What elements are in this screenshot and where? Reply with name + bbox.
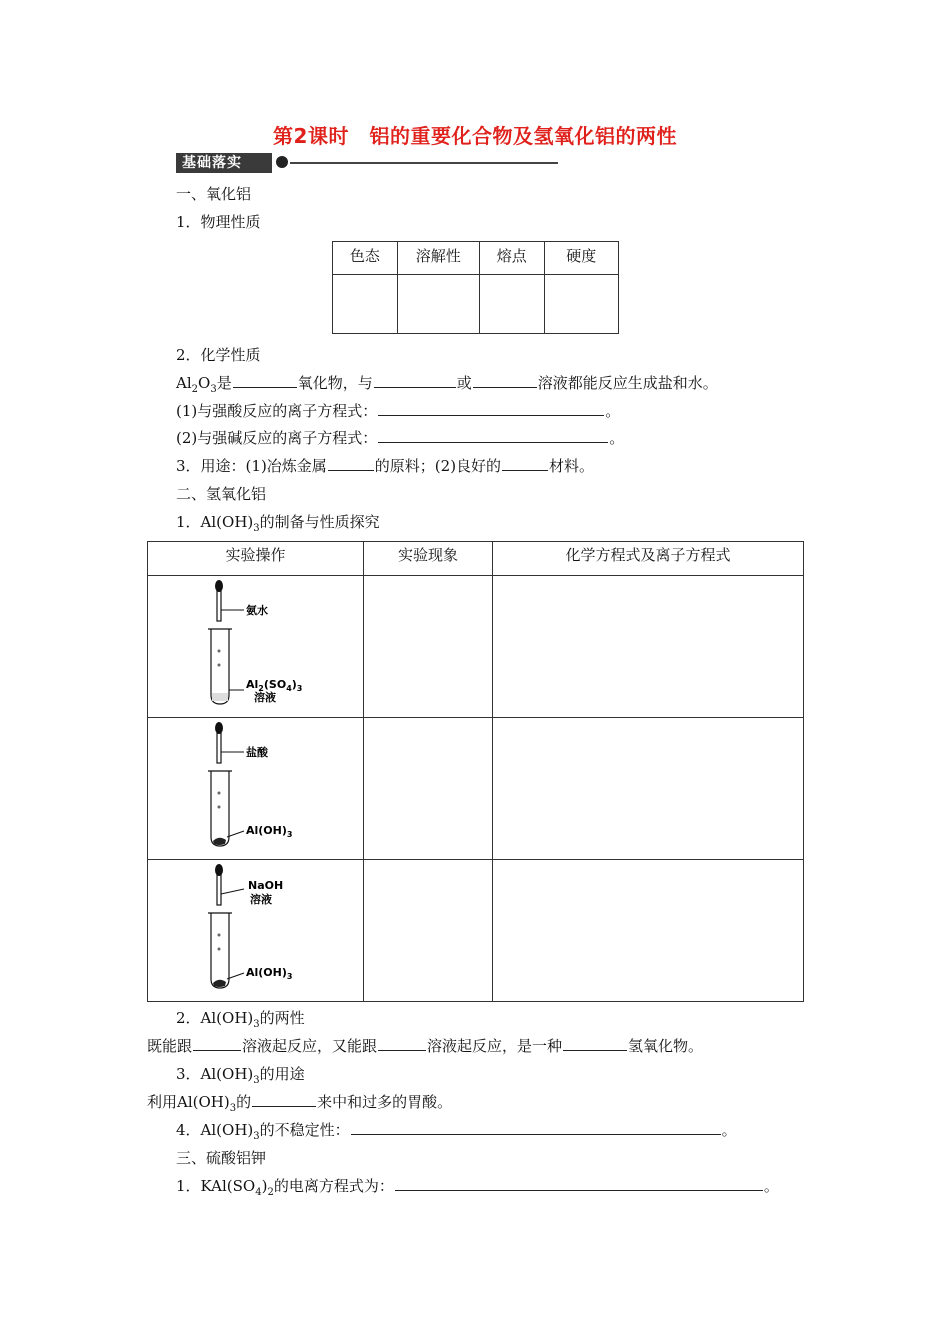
test-tube-icon <box>211 771 229 846</box>
test-tube-icon <box>211 913 229 988</box>
reagent-label: NaOH <box>248 879 284 892</box>
amphoteric-line: 既能跟 溶液起反应，又能跟 溶液起反应，是一种 氢氧化物。 <box>147 1037 704 1055</box>
physical-properties-label: 1．物理性质 <box>176 213 261 231</box>
blank-solution-a[interactable] <box>193 1036 241 1051</box>
test-tube-icon <box>211 629 229 704</box>
blank-metal[interactable] <box>328 456 374 471</box>
cell-color-state[interactable] <box>333 275 398 334</box>
uses-line: 3．用途：(1)冶炼金属 的原料；(2)良好的 材料。 <box>176 457 595 475</box>
experiment-table <box>147 541 804 1002</box>
heading-aluminum-hydroxide: 二、氢氧化铝 <box>176 485 267 503</box>
blank-decomposition-equation[interactable] <box>351 1120 721 1135</box>
operation-cell-naoh <box>148 860 364 1002</box>
apparatus-naoh-diagram <box>149 861 299 1000</box>
th-operation: 实验操作 <box>148 542 364 576</box>
strong-base-equation-line: (2)与强碱反应的离子方程式： 。 <box>176 429 625 447</box>
blank-property[interactable] <box>252 1092 316 1107</box>
dropper-tube-icon <box>217 591 221 621</box>
reagent-label: 盐酸 <box>246 746 268 759</box>
blank-solution-2[interactable] <box>473 373 537 388</box>
th-solubility: 溶解性 <box>397 242 479 275</box>
ionization-line: 1．$KAl(SO_4)_2$的电离方程式为： 。 <box>176 1177 779 1198</box>
physical-properties-table <box>332 241 619 334</box>
alumina-line: $Al_2O_3$是 氧化物，与 或 溶液都能反应生成盐和水。 <box>176 374 718 395</box>
dropper-bulb-icon <box>215 864 223 876</box>
dropper-bulb-icon <box>215 722 223 734</box>
solid-label: $Al(OH)_3$ <box>246 966 293 981</box>
badge-rule <box>290 162 558 164</box>
blank-ionization-equation[interactable] <box>395 1176 763 1191</box>
blank-solution-1[interactable] <box>374 373 456 388</box>
blank-solution-b[interactable] <box>378 1036 426 1051</box>
th-color-state: 色态 <box>333 242 398 275</box>
equation-cell-3[interactable] <box>493 860 804 1002</box>
cell-solubility[interactable] <box>397 275 479 334</box>
phenomenon-cell-1[interactable] <box>364 576 493 718</box>
blank-hydroxide-type[interactable] <box>563 1036 627 1051</box>
cell-melting-point[interactable] <box>479 275 544 334</box>
th-melting-point: 熔点 <box>479 242 544 275</box>
th-hardness: 硬度 <box>544 242 618 275</box>
apparatus-hcl-diagram <box>149 719 299 858</box>
page-title: 第2课时 铝的重要化合物及氢氧化铝的两性 <box>273 124 677 148</box>
solid-label: $Al(OH)_3$ <box>246 824 293 839</box>
blank-oxide-type[interactable] <box>233 373 297 388</box>
precipitate-icon <box>213 838 226 845</box>
heading-alum: 三、硫酸铝钾 <box>176 1149 267 1167</box>
dropper-tube-icon <box>217 733 221 763</box>
th-phenomenon: 实验现象 <box>364 542 493 576</box>
strong-acid-equation-line: (1)与强酸反应的离子方程式： 。 <box>176 402 621 420</box>
phenomenon-cell-3[interactable] <box>364 860 493 1002</box>
apparatus-ammonia-diagram <box>149 577 303 716</box>
equation-cell-2[interactable] <box>493 718 804 860</box>
badge-dot <box>276 156 288 168</box>
instability-line: 4．$Al(OH)_3$的不稳定性： 。 <box>176 1121 737 1142</box>
operation-cell-hcl <box>148 718 364 860</box>
blank-base-equation[interactable] <box>378 428 608 443</box>
section-badge: 基础落实 <box>176 153 272 173</box>
solution-label-2: 溶液 <box>254 691 276 704</box>
chemical-properties-label: 2．化学性质 <box>176 346 261 364</box>
reagent-label-2: 溶液 <box>250 893 272 906</box>
uses-label: 3．$Al(OH)_3$的用途 <box>176 1065 305 1086</box>
solution-label: $Al_2(SO_4)_3$ <box>246 678 303 693</box>
amphoteric-label: 2．$Al(OH)_3$的两性 <box>176 1009 305 1030</box>
phenomenon-cell-2[interactable] <box>364 718 493 860</box>
equation-cell-1[interactable] <box>493 576 804 718</box>
antacid-line: 利用$Al(OH)_3$的 来中和过多的胃酸。 <box>147 1093 453 1114</box>
dropper-bulb-icon <box>215 580 223 592</box>
dropper-tube-icon <box>217 875 221 905</box>
heading-alumina: 一、氧化铝 <box>176 185 252 203</box>
blank-acid-equation[interactable] <box>378 401 604 416</box>
precipitate-icon <box>213 980 226 987</box>
operation-cell-ammonia <box>148 576 364 718</box>
cell-hardness[interactable] <box>544 275 618 334</box>
preparation-label: 1．$Al(OH)_3$的制备与性质探究 <box>176 513 380 534</box>
blank-material[interactable] <box>502 456 548 471</box>
th-equations: 化学方程式及离子方程式 <box>493 542 804 576</box>
reagent-label: 氨水 <box>246 604 268 617</box>
